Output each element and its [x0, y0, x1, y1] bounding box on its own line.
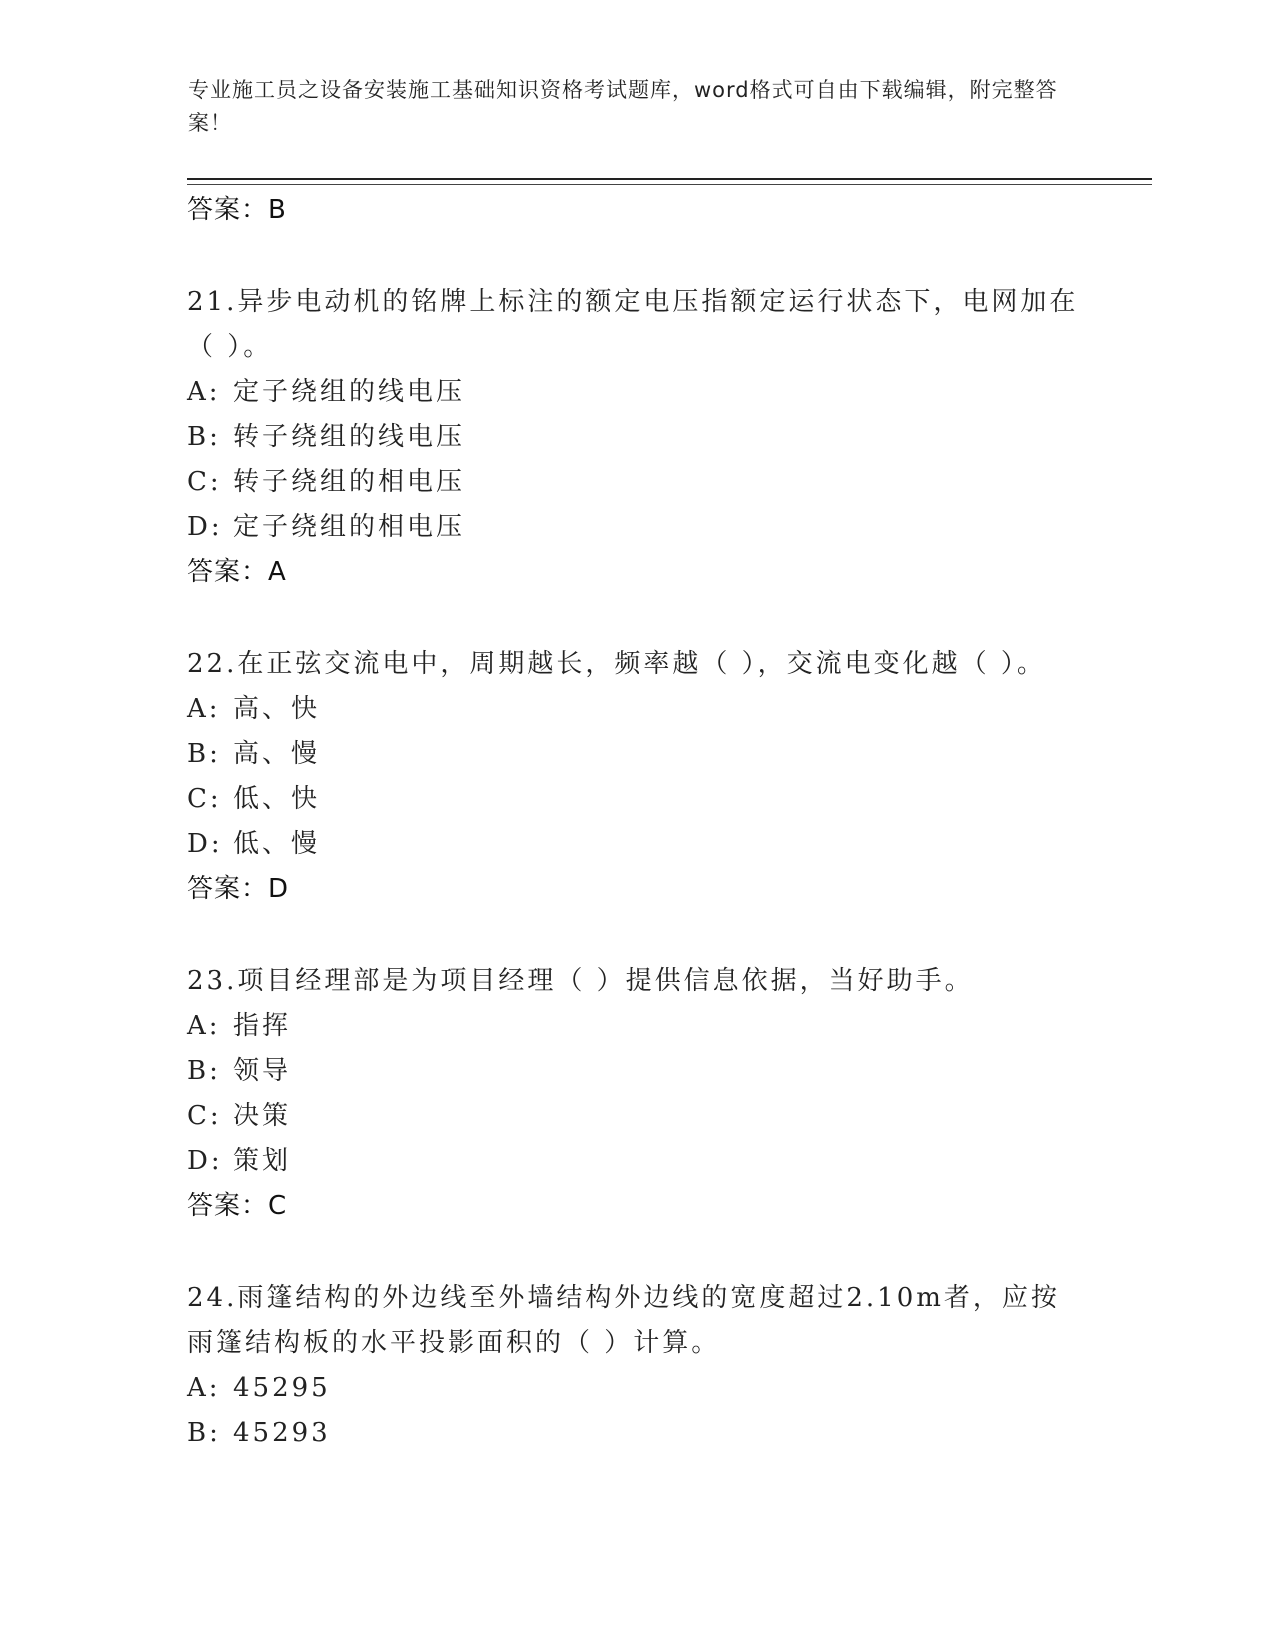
header-divider-thick — [187, 178, 1152, 180]
option-b — [187, 1049, 1087, 1094]
option-d — [187, 505, 1087, 550]
spacer — [187, 1229, 1087, 1276]
option-a — [187, 1004, 1087, 1049]
option-letter: B: — [187, 1056, 221, 1086]
option-text: 低、慢 — [233, 829, 321, 859]
option-text: 转子绕组的线电压 — [233, 422, 466, 452]
option-letter: A: — [187, 694, 221, 724]
header-divider-thin — [187, 184, 1152, 185]
question-list — [187, 188, 1087, 1456]
option-text: 低、快 — [233, 784, 321, 814]
question-block — [187, 280, 1087, 595]
option-text: 指挥 — [233, 1011, 292, 1041]
option-a — [187, 370, 1087, 415]
option-text: 领导 — [233, 1056, 292, 1086]
option-d — [187, 822, 1087, 867]
question-text: 24.雨篷结构的外边线至外墙结构外边线的宽度超过2.10m者，应按雨篷结构板的水平投影面积的（ ）计算。 — [187, 1283, 1060, 1358]
option-letter: B: — [187, 739, 221, 769]
option-text: 45293 — [233, 1418, 331, 1448]
option-text: 45295 — [233, 1373, 331, 1403]
option-text: 定子绕组的相电压 — [233, 512, 466, 542]
option-a — [187, 687, 1087, 732]
option-letter: A: — [187, 1373, 221, 1403]
spacer — [187, 233, 1087, 280]
question-block — [187, 959, 1087, 1229]
answer-line: 答案：D — [187, 874, 290, 904]
option-text: 策划 — [233, 1146, 292, 1176]
option-text: 定子绕组的线电压 — [233, 377, 466, 407]
question-text: 22.在正弦交流电中，周期越长，频率越（ ），交流电变化越（ ）。 — [187, 649, 1046, 679]
spacer — [187, 912, 1087, 959]
question-text: 21.异步电动机的铭牌上标注的额定电压指额定运行状态下，电网加在（ ）。 — [187, 287, 1079, 362]
answer-line: 答案：C — [187, 1191, 288, 1221]
option-c — [187, 1094, 1087, 1139]
option-letter: D: — [187, 512, 223, 542]
option-letter: D: — [187, 829, 223, 859]
answer-line: 答案：B — [187, 195, 287, 225]
option-letter: A: — [187, 377, 221, 407]
option-text: 转子绕组的相电压 — [233, 467, 466, 497]
option-b — [187, 732, 1087, 777]
spacer — [187, 595, 1087, 642]
option-a — [187, 1366, 1087, 1411]
option-letter: C: — [187, 784, 222, 814]
answer-line: 答案：A — [187, 557, 287, 587]
document-header: 专业施工员之设备安装施工基础知识资格考试题库，word格式可自由下载编辑，附完整答案！ — [188, 78, 1058, 135]
option-letter: D: — [187, 1146, 223, 1176]
question-text: 23.项目经理部是为项目经理（ ）提供信息依据，当好助手。 — [187, 966, 974, 996]
question-block — [187, 642, 1087, 912]
option-b — [187, 415, 1087, 460]
option-c — [187, 460, 1087, 505]
option-letter: C: — [187, 1101, 222, 1131]
option-letter: B: — [187, 422, 221, 452]
option-text: 决策 — [233, 1101, 292, 1131]
option-text: 高、快 — [233, 694, 321, 724]
option-b — [187, 1411, 1087, 1456]
option-letter: A: — [187, 1011, 221, 1041]
option-c — [187, 777, 1087, 822]
option-letter: B: — [187, 1418, 221, 1448]
question-block — [187, 1276, 1087, 1456]
option-d — [187, 1139, 1087, 1184]
option-text: 高、慢 — [233, 739, 321, 769]
option-letter: C: — [187, 467, 222, 497]
